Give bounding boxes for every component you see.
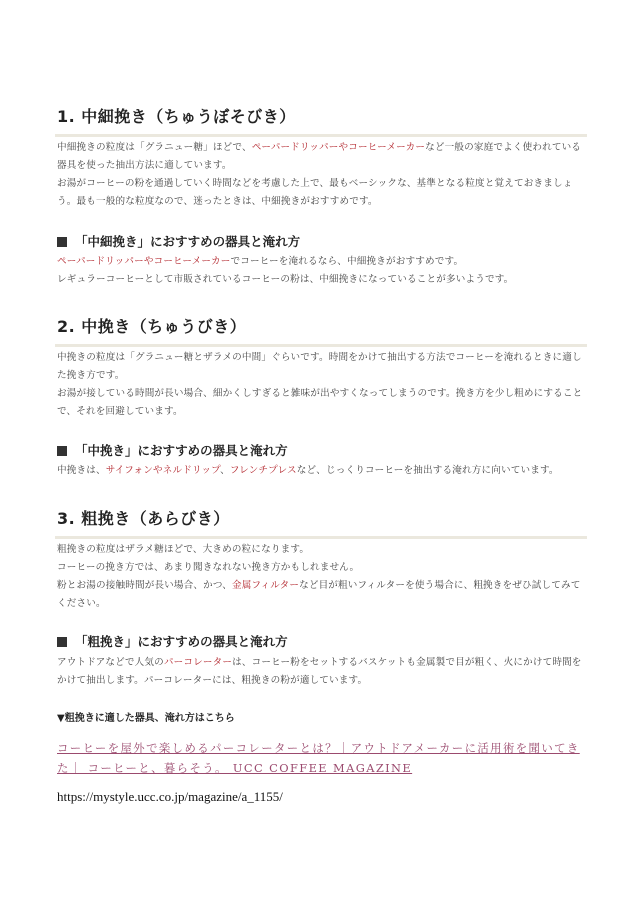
highlighted-term: フレンチプレス [229,465,297,476]
heading-rule [55,344,587,347]
highlighted-term: パーコレーター [163,657,233,668]
text-run: など一般の家庭でよく使われている器具を使った抽出方法に適しています。 [57,142,582,171]
text-run: 中細挽きの粒度は「グラニュー糖」ほどで、 [57,142,252,153]
text-run: レギュラーコーヒーとして市販されているコーヒーの粉は、中細挽きになっていることが多いようです。 [57,274,514,285]
sub-heading-2 [57,441,585,459]
text-run: アウトドアなどで人気の [57,657,164,668]
text-run: など目が粗いフィルターを使う場合に、粗挽きをぜひ試してみてください。 [57,580,581,609]
heading-text: 1. 中細挽き（ちゅうぼそびき） [57,107,296,126]
heading-rule [55,134,587,137]
text-run: など、じっくりコーヒーを抽出する淹れ方に向いています。 [296,465,559,476]
sub-body-1 [57,253,585,289]
heading-text: 3. 粗挽き（あらびき） [57,509,230,528]
text-run: お湯がコーヒーの粉を通過していく時間などを考慮した上で、最もベーシックな、基準となる粒度と覚えておきましょう。最も一般的な粒度なので、迷ったときは、中細挽きがおすすめです。 [57,178,573,207]
highlighted-term: 金属フィルター [232,580,300,591]
sub-heading-text: 「中挽き」におすすめの器具と淹れ方 [75,443,288,458]
text-run: 粗挽きの粒度はザラメ糖ほどで、大きめの粒になります。 [57,544,310,555]
section-heading-3 [57,506,585,529]
section-heading-1 [57,104,585,127]
text-run: 中挽きは、 [57,465,106,476]
highlighted-term: ペーパードリッパーやコーヒーメーカー [251,142,426,153]
related-note: ▼粗挽きに適した器具、淹れ方はこちら [57,713,235,724]
section-body-2 [57,349,585,421]
text-run: お湯が接している時間が長い場合、細かくしすぎると雑味が出やすくなってしまうのです。挽き方を少し粗めにすることで、それを回避しています。 [57,388,583,417]
highlighted-term: ペーパードリッパーやコーヒーメーカー [57,256,231,267]
section-heading-2 [57,314,585,337]
section-body-3 [57,541,585,613]
sub-body-2 [57,462,585,480]
highlighted-term: サイフォンやネルドリップ [105,465,221,476]
text-run: 中挽きの粒度は「グラニュー糖とザラメの中間」ぐらいです。時間をかけて抽出する方法でコーヒーを淹れるときに適した挽き方です。 [57,352,582,381]
sub-heading-3 [57,632,585,650]
sub-body-3 [57,654,585,690]
square-bullet-icon [57,237,67,247]
text-run: コーヒーの挽き方では、あまり聞きなれない挽き方かもしれません。 [57,562,360,573]
article-url: https://mystyle.ucc.co.jp/magazine/a_1155/ [57,789,283,804]
related-article-link[interactable]: コーヒーを屋外で楽しめるパーコレーターとは？｜アウトドアメーカーに活用術を聞いてきた｜ コーヒーと、暮らそう。 UCC COFFEE MAGAZINE [57,741,580,775]
sub-heading-text: 「中細挽き」におすすめの器具と淹れ方 [75,234,301,249]
square-bullet-icon [57,637,67,647]
text-run: でコーヒーを淹れるなら、中細挽きがおすすめです。 [230,256,464,267]
text-run: 、 [220,465,230,476]
square-bullet-icon [57,446,67,456]
sub-heading-text: 「粗挽き」におすすめの器具と淹れ方 [75,634,288,649]
text-run: 粉とお湯の接触時間が長い場合、かつ、 [57,580,233,591]
section-body-1 [57,139,585,211]
heading-rule [55,536,587,539]
text-run: は、コーヒー粉をセットするバスケットも金属製で目が粗く、火にかけて時間をかけて抽出します。パーコレーターには、粗挽きの粉が適しています。 [57,657,582,686]
sub-heading-1 [57,232,585,250]
heading-text: 2. 中挽き（ちゅうびき） [57,317,247,336]
